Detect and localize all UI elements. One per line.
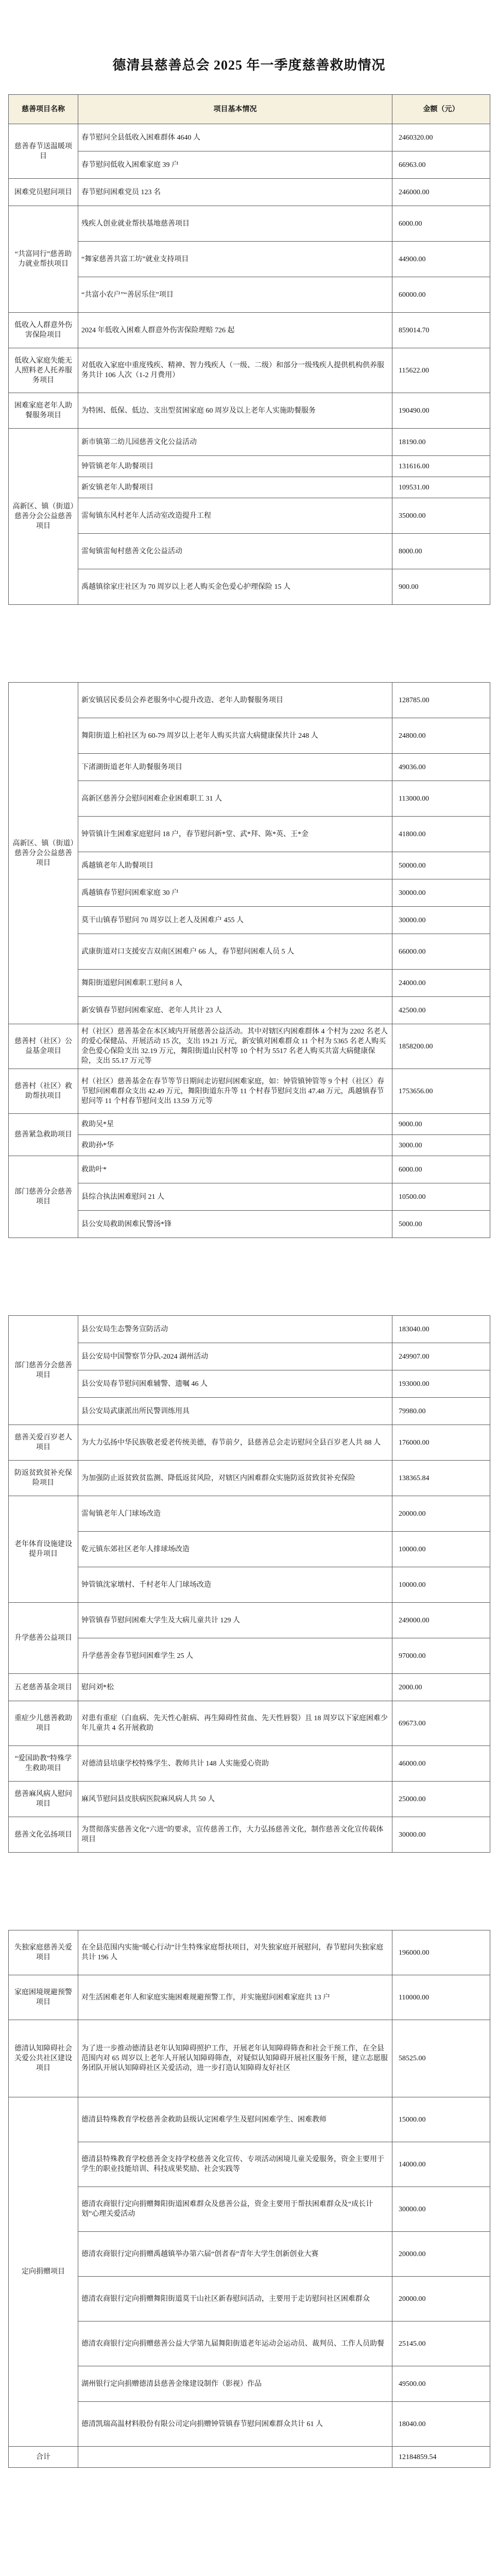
row-description: 钟管镇计生困难家庭慰问 18 户，春节慰问新*堂、武*拜、陈*英、王*金 <box>78 817 392 852</box>
row-amount: 14000.00 <box>392 2142 490 2187</box>
row-amount: 131616.00 <box>392 456 490 477</box>
row-description: 舞阳街道上柏社区为 60-79 周岁以上老年人购买共富大病健康保共计 248 人 <box>78 718 392 754</box>
table-row <box>9 817 490 852</box>
row-description: 下渚湖街道老年人助餐服务项目 <box>78 754 392 781</box>
table-row <box>9 2321 490 2366</box>
total-row <box>9 2447 490 2468</box>
row-amount: 24000.00 <box>392 970 490 997</box>
row-description: 高新区慈善分会慰问困难企业困难职工 31 人 <box>78 781 392 817</box>
row-description: 舞阳街道慰问困难职工慰问 8 人 <box>78 970 392 997</box>
row-category: 老年体育设施建设提升项目 <box>9 1496 78 1603</box>
row-description: 武康街道对口支援安吉双南区困难户 66 人，春节慰问困难人员 5 人 <box>78 934 392 970</box>
row-description: 村（社区）慈善基金在本区域内开展慈善公益活动。其中对辖区内困难群体 4 个村为 2202 名老人的爱心保健品、开展活动 15 次，支出 19.21 万元，新安镇对困难群众 11 个村为 5365 名老人购买金色爱心保险支出 32.19 万元，舞阳街道山民村等 10 个村为 5517 名老人购买共富大病健康保险，支出 55.17 万元等 <box>78 1024 392 1069</box>
row-description: 村（社区）慈善基金在春节等节日期间走访慰问困难家庭，如：钟管镇钟管等 9 个村（社区）春节慰问困难群众支出 42.49 万元，舞阳街道东升等 11 个村春节慰问支出 47.48 万元，禹越镇春节慰问等 11 个村春节慰问支出 13.59 万元等 <box>78 1069 392 1114</box>
row-amount: 190490.00 <box>392 393 490 429</box>
row-description: 湖州银行定向捐赠德清县慈善金缘建设制作（影视）作品 <box>78 2366 392 2402</box>
table-row <box>9 1211 490 1238</box>
row-description: 县公安局春节慰问困难辅警、遗嘱 46 人 <box>78 1370 392 1398</box>
table-row <box>9 1398 490 1425</box>
table-row <box>9 1782 490 1817</box>
table-row <box>9 879 490 907</box>
row-category: 部门慈善分会慈善项目 <box>9 1316 78 1425</box>
row-amount: 42500.00 <box>392 997 490 1024</box>
row-amount: 20000.00 <box>392 1496 490 1532</box>
row-description: 麻风节慰问县皮肤病医院麻风病人共 50 人 <box>78 1782 392 1817</box>
row-category: 慈善紧急救助项目 <box>9 1114 78 1156</box>
row-amount: 128785.00 <box>392 683 490 718</box>
table-row <box>9 498 490 534</box>
row-description: 禹越镇徐家庄社区为 70 周岁以上老人购买金色爱心护理保险 15 人 <box>78 569 392 605</box>
row-description: 莫干山镇春节慰问 70 周岁以上老人及困难户 455 人 <box>78 907 392 934</box>
row-amount: 859014.70 <box>392 313 490 348</box>
row-category: 升学慈善公益项目 <box>9 1603 78 1674</box>
row-category: “爱国助教”特殊学生救助项目 <box>9 1746 78 1782</box>
table-row <box>9 1316 490 1343</box>
table-row <box>9 1638 490 1674</box>
row-amount: 900.00 <box>392 569 490 605</box>
table-row <box>9 1024 490 1069</box>
table-row <box>9 2020 490 2097</box>
table-row <box>9 970 490 997</box>
row-description: 钟管镇老年人助餐项目 <box>78 456 392 477</box>
row-amount: 6000.00 <box>392 1156 490 1183</box>
row-description: 救助孙*华 <box>78 1135 392 1156</box>
table-row <box>9 1701 490 1746</box>
row-category: 部门慈善分会慈善项目 <box>9 1156 78 1238</box>
table-row <box>9 124 490 151</box>
table-row <box>9 1674 490 1701</box>
row-amount: 1753656.00 <box>392 1069 490 1114</box>
row-description: 救助叶* <box>78 1156 392 1183</box>
table-row <box>9 313 490 348</box>
table-section-2 <box>8 682 490 1238</box>
table-section-4 <box>8 1930 490 2468</box>
row-description: 为特困、低保、低边、支出型贫困家庭 60 周岁及以上老年人实施助餐服务 <box>78 393 392 429</box>
row-description: 对生活困难老年人和家庭实施困难规避预警工作，并实施慰问困难家庭共 13 户 <box>78 1975 392 2020</box>
table-row <box>9 393 490 429</box>
row-amount: 18040.00 <box>392 2402 490 2447</box>
row-amount: 176000.00 <box>392 1425 490 1461</box>
row-category: “共富同行”慈善助力就业帮扶项目 <box>9 206 78 313</box>
row-category: 五老慈善基金项目 <box>9 1674 78 1701</box>
table-row <box>9 2402 490 2447</box>
row-description: 春节慰问全县低收入困难群体 4640 人 <box>78 124 392 151</box>
row-amount: 60000.00 <box>392 277 490 313</box>
row-description: 春节慰问低收入困难家庭 39 户 <box>78 151 392 179</box>
row-amount: 30000.00 <box>392 907 490 934</box>
table-row <box>9 1114 490 1135</box>
table-row <box>9 1930 490 1975</box>
table-section-1 <box>8 94 490 605</box>
row-amount: 18190.00 <box>392 429 490 456</box>
row-amount: 58525.00 <box>392 2020 490 2097</box>
row-amount: 41800.00 <box>392 817 490 852</box>
table-row <box>9 242 490 277</box>
table-row <box>9 151 490 179</box>
relief-table-1 <box>8 94 490 605</box>
row-amount: 5000.00 <box>392 1211 490 1238</box>
table-header-row <box>9 95 490 124</box>
row-description: 救助吴*星 <box>78 1114 392 1135</box>
row-amount: 49036.00 <box>392 754 490 781</box>
row-description: 残疾人创业就业帮扶基地慈善项目 <box>78 206 392 242</box>
header-category: 慈善项目名称 <box>9 95 78 124</box>
row-description: 新安镇老年人助餐项目 <box>78 477 392 498</box>
total-amount: 12184859.54 <box>392 2447 490 2468</box>
table-row <box>9 2187 490 2232</box>
row-amount: 66963.00 <box>392 151 490 179</box>
row-description: 春节慰问困难党员 123 名 <box>78 179 392 206</box>
table-row <box>9 683 490 718</box>
row-description: 乾元镇东郊社区老年人排球场改造 <box>78 1532 392 1567</box>
table-row <box>9 2277 490 2321</box>
row-description: 县公安局生态警务宣防活动 <box>78 1316 392 1343</box>
row-amount: 196000.00 <box>392 1930 490 1975</box>
row-category: 德清认知障碍社会关爱公共社区建设项目 <box>9 2020 78 2097</box>
table-row <box>9 348 490 393</box>
table-row <box>9 1461 490 1496</box>
table-row <box>9 1183 490 1211</box>
row-amount: 2000.00 <box>392 1674 490 1701</box>
row-description: 新市镇第二幼儿园慈善文化公益活动 <box>78 429 392 456</box>
row-amount: 3000.00 <box>392 1135 490 1156</box>
table-row <box>9 1746 490 1782</box>
row-description: 县公安局救助困难民警汤*锋 <box>78 1211 392 1238</box>
table-row <box>9 569 490 605</box>
row-amount: 66000.00 <box>392 934 490 970</box>
row-description: 德清县特殊教育学校慈善金支持学校慈善文化宣传、专项活动困境儿童关爱服务，资金主要用于学生的职业技能培训、科技成果奖励、社会实践等 <box>78 2142 392 2187</box>
row-amount: 110000.00 <box>392 1975 490 2020</box>
row-description: 德清凯瑞高温材料股份有限公司定向捐赠钟管镇春节慰问困难群众共计 61 人 <box>78 2402 392 2447</box>
row-amount: 25000.00 <box>392 1782 490 1817</box>
row-amount: 10000.00 <box>392 1567 490 1603</box>
table-row <box>9 907 490 934</box>
table-row <box>9 1817 490 1853</box>
row-amount: 6000.00 <box>392 206 490 242</box>
row-description: 雷甸镇雷甸村慈善文化公益活动 <box>78 534 392 569</box>
row-description: 新安镇春节慰问困难家庭、老年人共计 23 人 <box>78 997 392 1024</box>
table-section-3 <box>8 1315 490 1853</box>
row-description: 德清农商银行定向捐赠禹越镇举办第六届“创者春”青年大学生创新创业大赛 <box>78 2232 392 2277</box>
row-amount: 30000.00 <box>392 1817 490 1853</box>
row-description: 为了进一步推动德清县老年认知障碍照护工作，开展老年认知障碍筛查和社会干预工作，在全县范围内对 65 周岁以上老年人开展认知障碍筛查，对疑似认知障碍开展社区服务干预，建立志愿服务团队开展认知障碍社区关爱活动，进一步打造认知障碍友好社区 <box>78 2020 392 2097</box>
row-category: 慈善村（社区）救助帮扶项目 <box>9 1069 78 1114</box>
row-amount: 69673.00 <box>392 1701 490 1746</box>
row-amount: 46000.00 <box>392 1746 490 1782</box>
row-description: 钟管镇春节慰问困难大学生及大病儿童共计 129 人 <box>78 1603 392 1638</box>
row-category: 定向捐赠项目 <box>9 2097 78 2447</box>
row-description: 德清县特殊教育学校慈善金救助县级认定困难学生及慰问困难学生、困难教师 <box>78 2097 392 2142</box>
table-row <box>9 1135 490 1156</box>
table-row <box>9 206 490 242</box>
table-row <box>9 1156 490 1183</box>
row-amount: 8000.00 <box>392 534 490 569</box>
row-amount: 246000.00 <box>392 179 490 206</box>
row-description: 县综合执法困难慰问 21 人 <box>78 1183 392 1211</box>
row-description: 雷甸镇老年人门球场改造 <box>78 1496 392 1532</box>
table-row <box>9 2366 490 2402</box>
table-row <box>9 934 490 970</box>
row-category: 重症少儿慈善救助项目 <box>9 1701 78 1746</box>
table-row <box>9 852 490 879</box>
table-row <box>9 997 490 1024</box>
table-row <box>9 456 490 477</box>
row-amount: 1858200.00 <box>392 1024 490 1069</box>
row-amount: 10000.00 <box>392 1532 490 1567</box>
row-amount: 113000.00 <box>392 781 490 817</box>
total-label: 合计 <box>9 2447 78 2468</box>
row-description: “共富小农户”“善居乐住”项目 <box>78 277 392 313</box>
row-category: 家庭困境规避预警项目 <box>9 1975 78 2020</box>
row-amount: 109531.00 <box>392 477 490 498</box>
row-amount: 193000.00 <box>392 1370 490 1398</box>
total-spacer <box>78 2447 392 2468</box>
row-category: 慈善关爱百岁老人项目 <box>9 1425 78 1461</box>
table-row <box>9 2232 490 2277</box>
row-category: 高新区、镇（街道）慈善分会公益慈善项目 <box>9 683 78 1024</box>
row-description: 雷甸镇东风村老年人活动室改造提升工程 <box>78 498 392 534</box>
table-row <box>9 781 490 817</box>
row-amount: 50000.00 <box>392 852 490 879</box>
row-description: 2024 年低收入困难人群意外伤害保险理赔 726 起 <box>78 313 392 348</box>
row-description: 对德清县培康学校特殊学生、教师共计 148 人实施爱心资助 <box>78 1746 392 1782</box>
row-amount: 49500.00 <box>392 2366 490 2402</box>
table-row <box>9 1975 490 2020</box>
row-description: 为加强防止返贫致贫监测、降低返贫风险，对辖区内困难群众实施防返贫致贫补充保险 <box>78 1461 392 1496</box>
row-description: 升学慈善金春节慰问困难学生 25 人 <box>78 1638 392 1674</box>
row-category: 慈善村（社区）公益基金项目 <box>9 1024 78 1069</box>
table-row <box>9 2097 490 2142</box>
row-category: 慈善春节送温暖项目 <box>9 124 78 179</box>
row-description: 在全县范围内实施“暖心行动”计生特殊家庭帮扶项目，对失独家庭开展慰问，春节慰问失独家庭共计 196 人 <box>78 1930 392 1975</box>
row-amount: 20000.00 <box>392 2277 490 2321</box>
row-description: 钟管镇沈家墩村、千村老年人门球场改造 <box>78 1567 392 1603</box>
table-row <box>9 2142 490 2187</box>
row-amount: 44900.00 <box>392 242 490 277</box>
row-description: 对低收入家庭中重度残疾、精神、智力残疾人（一级、二级）和部分一级残疾人提供机构供养服务共计 106 人次（1-2 月费用） <box>78 348 392 393</box>
table-row <box>9 1603 490 1638</box>
table-row <box>9 1567 490 1603</box>
row-amount: 24800.00 <box>392 718 490 754</box>
table-row <box>9 277 490 313</box>
row-category: 防返贫致贫补充保险项目 <box>9 1461 78 1496</box>
row-amount: 15000.00 <box>392 2097 490 2142</box>
row-category: 高新区、镇（街道）慈善分会公益慈善项目 <box>9 429 78 605</box>
row-description: “舞家慈善共富工坊”就业支持项目 <box>78 242 392 277</box>
row-description: 德清农商银行定向捐赠舞阳街道困难群众及慈善公益，资金主要用于帮扶困难群众及“成长计划”心理关爱活动 <box>78 2187 392 2232</box>
row-amount: 2460320.00 <box>392 124 490 151</box>
table-row <box>9 534 490 569</box>
table-row <box>9 1069 490 1114</box>
table-row <box>9 429 490 456</box>
row-amount: 30000.00 <box>392 879 490 907</box>
row-description: 为贯彻落实慈善文化“六进”的要求，宣传慈善工作，大力弘扬慈善文化，制作慈善文化宣传载体项目 <box>78 1817 392 1853</box>
row-category: 低收入家庭失能无人照料老人托养服务项目 <box>9 348 78 393</box>
relief-table-4 <box>8 1930 490 2468</box>
table-row <box>9 1370 490 1398</box>
row-amount: 138365.84 <box>392 1461 490 1496</box>
page-title: 德清县慈善总会 2025 年一季度慈善救助情况 <box>112 58 386 73</box>
row-amount: 115622.00 <box>392 348 490 393</box>
row-amount: 20000.00 <box>392 2232 490 2277</box>
header-amount: 金额（元） <box>392 95 490 124</box>
row-amount: 10500.00 <box>392 1183 490 1211</box>
row-amount: 30000.00 <box>392 2187 490 2232</box>
row-amount: 9000.00 <box>392 1114 490 1135</box>
table-row <box>9 179 490 206</box>
header-description: 项目基本情况 <box>78 95 392 124</box>
row-category: 低收入人群意外伤害保险项目 <box>9 313 78 348</box>
table-row <box>9 1343 490 1370</box>
row-description: 县公安局中国警察节分队-2024 湖州活动 <box>78 1343 392 1370</box>
row-amount: 249000.00 <box>392 1603 490 1638</box>
row-amount: 35000.00 <box>392 498 490 534</box>
row-amount: 249907.00 <box>392 1343 490 1370</box>
row-description: 德清农商银行定向捐赠慈善公益大学第九届舞阳街道老年运动会运动员、裁判员、工作人员助餐 <box>78 2321 392 2366</box>
row-description: 新安镇居民委员会养老服务中心提升改造、老年人助餐服务项目 <box>78 683 392 718</box>
row-category: 失独家庭慈善关爱项目 <box>9 1930 78 1975</box>
table-row <box>9 1425 490 1461</box>
row-description: 县公安局武康派出所民警训练用具 <box>78 1398 392 1425</box>
row-amount: 79980.00 <box>392 1398 490 1425</box>
row-amount: 25145.00 <box>392 2321 490 2366</box>
row-amount: 97000.00 <box>392 1638 490 1674</box>
table-row <box>9 1532 490 1567</box>
row-description: 慰问刘*松 <box>78 1674 392 1701</box>
row-description: 禹越镇老年人助餐项目 <box>78 852 392 879</box>
row-description: 禹越镇春节慰问困难家庭 30 户 <box>78 879 392 907</box>
relief-table-2 <box>8 682 490 1238</box>
table-row <box>9 1496 490 1532</box>
row-description: 对患有重症（白血病、先天性心脏病、再生障碍性贫血、先天性唇裂）且 18 周岁以下家庭困难少年儿童共 4 名开展救助 <box>78 1701 392 1746</box>
row-description: 德清农商银行定向捐赠舞阳街道莫干山社区新春慰问活动，主要用于走访慰问社区困难群众 <box>78 2277 392 2321</box>
relief-table-3 <box>8 1315 490 1853</box>
table-row <box>9 477 490 498</box>
row-category: 困难党员慰问项目 <box>9 179 78 206</box>
table-row <box>9 718 490 754</box>
table-row <box>9 754 490 781</box>
row-category: 困难家庭老年人助餐服务项目 <box>9 393 78 429</box>
row-category: 慈善麻风病人慰问项目 <box>9 1782 78 1817</box>
row-description: 为大力弘扬中华民族敬老爱老传统美德，春节前夕，县慈善总会走访慰问全县百岁老人共 88 人 <box>78 1425 392 1461</box>
row-amount: 183040.00 <box>392 1316 490 1343</box>
row-category: 慈善文化弘扬项目 <box>9 1817 78 1853</box>
